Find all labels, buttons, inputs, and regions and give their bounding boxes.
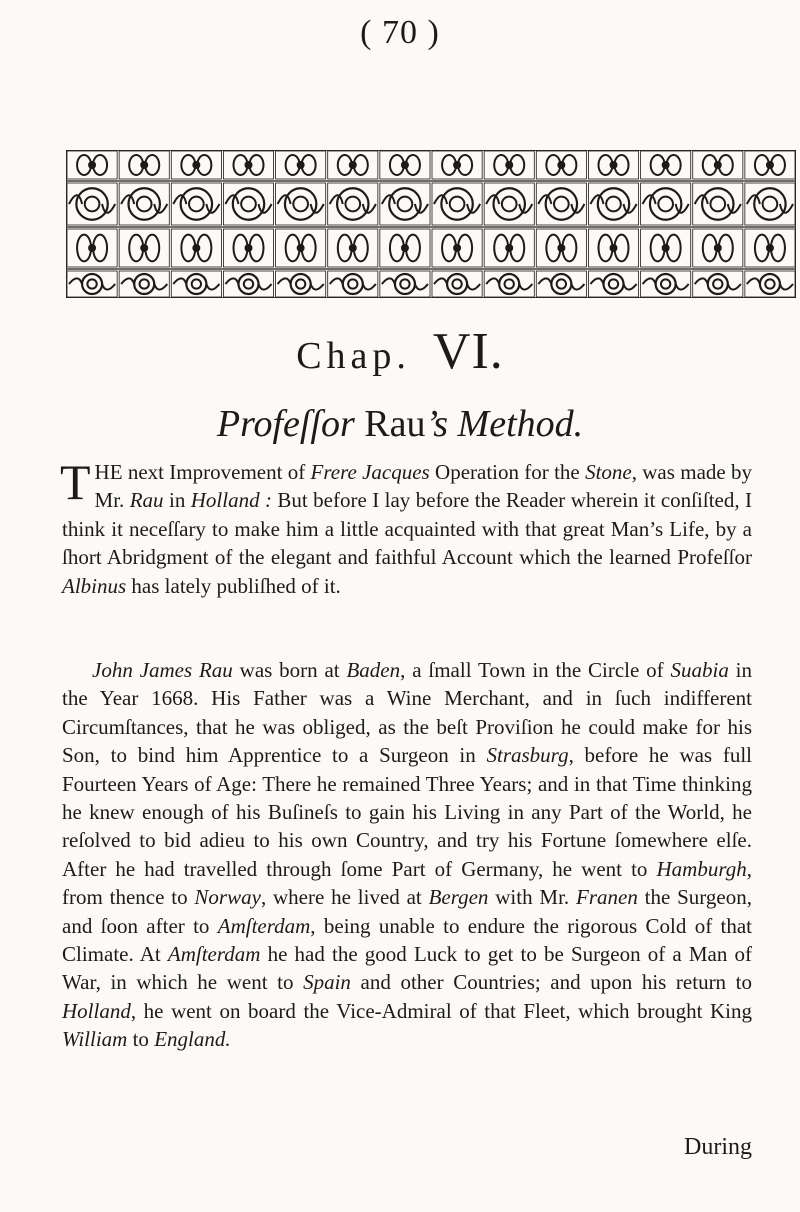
ornament-bud	[505, 161, 513, 169]
ornament-rosette-core	[87, 279, 96, 288]
ornament-rosette	[551, 274, 571, 294]
italic-run: Stone	[585, 460, 632, 484]
text-run: , was made by Mr.	[94, 460, 753, 513]
ornament-bud	[297, 244, 305, 252]
ornament-scroll	[643, 278, 656, 284]
text-run: has lately publiſhed of it.	[126, 573, 341, 598]
ornament-scroll	[747, 278, 760, 284]
ornament-rosette-core	[661, 279, 670, 288]
ornament-scroll	[434, 278, 447, 284]
text-run: , he went on board the Vice-Admiral of that Fleet, which brought King	[130, 998, 752, 1023]
ornament-bud	[245, 161, 253, 169]
ornament-rosette-core	[606, 197, 621, 212]
ornament-bud	[453, 161, 461, 169]
ornament-rosette-core	[244, 279, 253, 288]
italic-run: John James Rau	[92, 658, 233, 682]
ornament-rosette	[343, 274, 363, 294]
chapter-title	[0, 402, 800, 446]
italic-run: Franen	[576, 885, 638, 910]
text-run: , where he lived at	[260, 885, 429, 910]
ornament-rosette	[134, 274, 154, 294]
catchword: During	[684, 1134, 752, 1160]
italic-run: William	[62, 1027, 128, 1052]
ornament-rosette-core	[765, 279, 774, 288]
ornament-rosette	[760, 274, 780, 294]
text-run: But before I lay before the Reader wherein it conſiſted, I think it neceſſary to make him a little acquainted with that great Man’s Life, by a ſhort Abridgment of the elegant and faithful Account which the learned Profeſſor	[62, 488, 753, 570]
ornament-bud	[88, 161, 96, 169]
ornament-bud	[297, 161, 305, 169]
text-run: to	[127, 1027, 155, 1052]
ornament-bud	[453, 244, 461, 252]
ornament-scroll	[225, 278, 238, 284]
ornament-bud	[140, 161, 148, 169]
ornament-bud	[88, 244, 96, 252]
ornament-scroll	[486, 278, 499, 284]
ornament-scroll	[154, 284, 167, 290]
text-run: the Surgeon, and ſoon after to	[62, 885, 752, 938]
ornament-rosette-core	[450, 197, 465, 212]
ornament-rosette-core	[345, 197, 360, 212]
italic-run: Strasburg	[486, 743, 569, 768]
italic-run: Bergen	[428, 885, 489, 910]
chapter-title-part: Profeſſor	[216, 403, 355, 445]
italic-run: Frere Jacques	[310, 460, 430, 484]
ornament-rosette-core	[241, 197, 256, 212]
ornament-bud	[662, 161, 670, 169]
ornament-scroll	[259, 284, 272, 290]
ornament-rosette-core	[554, 197, 569, 212]
ornament-rosette-core	[505, 279, 514, 288]
ornament-bud	[714, 244, 722, 252]
ornament-rosette-core	[140, 279, 149, 288]
ornament-scroll	[102, 284, 115, 290]
chapter-number: VI.	[432, 323, 504, 380]
ornament-rosette	[499, 274, 519, 294]
chapter-title-possessive: ’s	[425, 403, 449, 445]
italic-run: Suabia	[670, 658, 729, 682]
chapter-title-name: Rau	[364, 403, 426, 445]
chapter-title-part: Method.	[457, 403, 584, 445]
ornament-bud	[401, 244, 409, 252]
ornament-bud	[557, 161, 565, 169]
ornament-bud	[662, 244, 670, 252]
text-run: HE next Improvement of	[94, 460, 311, 484]
italic-run: Rau	[129, 488, 164, 513]
ornament-rosette-core	[710, 197, 725, 212]
chapter-heading	[0, 322, 800, 381]
ornament-scroll	[676, 284, 689, 290]
italic-run: Baden	[346, 658, 401, 682]
ornament-rosette-core	[137, 197, 152, 212]
italic-run: Albinus	[62, 573, 127, 598]
ornament-rosette-core	[85, 197, 100, 212]
ornament-rosette	[708, 274, 728, 294]
text-run: , before he was full Fourteen Years of Age: There he remained Three Years; and in that Time thinking he knew enough of his Buſineſs to gain his Living in any Part of the World, he reſolved to bid adieu to his own Country, and try his Fortune ſomewhere elſe. After he had travelled through ſome Part of Germany, he went to	[62, 743, 752, 881]
ornament-bud	[192, 161, 200, 169]
headpiece-ornament-graphic	[66, 150, 796, 298]
paragraph-1	[60, 454, 753, 600]
ornament-scroll	[695, 278, 708, 284]
text-run: , a ſmall Town in the Circle of	[400, 658, 671, 682]
ornament-rosette	[395, 274, 415, 294]
ornament-rosette-core	[293, 197, 308, 212]
ornament-bud	[192, 244, 200, 252]
ornament-rosette	[604, 274, 624, 294]
ornament-rosette	[447, 274, 467, 294]
headpiece-frame	[66, 150, 796, 298]
ornament-rosette-core	[763, 197, 778, 212]
ornament-rosette	[291, 274, 311, 294]
italic-run: Amſterdam	[217, 913, 311, 938]
ornament-bud	[401, 161, 409, 169]
ornament-rosette-core	[658, 197, 673, 212]
ornament-rosette-core	[502, 197, 517, 212]
chapter-label: Chap.	[296, 335, 411, 377]
ornament-scroll	[206, 284, 219, 290]
text-run: , from thence to	[62, 856, 752, 910]
ornament-bud	[140, 244, 148, 252]
italic-run: Norway	[194, 885, 261, 910]
ornament-scroll	[382, 278, 395, 284]
italic-run: Spain	[303, 970, 351, 995]
ornament-bud	[505, 244, 513, 252]
ornament-scroll	[311, 284, 324, 290]
italic-run: Amſterdam	[167, 942, 261, 967]
text-run: , being unable to endure the rigorous Cold of that Climate. At	[62, 913, 753, 967]
text-run: in the Year 1668. His Father was a Wine Merchant, and in ſuch indifferent Circumſtances, that he was obliged, as the beſt Proviſion he could make for his Son, to bind him Apprentice to a Surgeon in	[62, 658, 752, 768]
italic-run: England.	[154, 1027, 231, 1052]
ornament-rosette	[239, 274, 259, 294]
ornament-bud	[349, 161, 357, 169]
ornament-scroll	[590, 278, 603, 284]
ornament-scroll	[571, 284, 584, 290]
text-run: and other Countries; and upon his return to	[350, 970, 752, 995]
ornament-rosette-core	[192, 279, 201, 288]
page-number: ( 70 )	[360, 14, 440, 51]
ornament-scroll	[415, 284, 428, 290]
ornament-scroll	[538, 278, 551, 284]
ornament-rosette-core	[348, 279, 357, 288]
italic-run: Holland :	[190, 488, 272, 513]
ornament-scroll	[363, 284, 376, 290]
ornament-scroll	[519, 284, 532, 290]
ornament-scroll	[624, 284, 637, 290]
text-run: in	[163, 488, 191, 513]
ornament-scroll	[278, 278, 291, 284]
ornament-rosette-core	[713, 279, 722, 288]
ornament-rosette	[656, 274, 676, 294]
ornament-rosette-core	[557, 279, 566, 288]
ornament-bud	[610, 161, 618, 169]
ornament-bud	[349, 244, 357, 252]
ornament-rosette-core	[398, 197, 413, 212]
ornament-scroll	[330, 278, 343, 284]
ornament-rosette-core	[400, 279, 409, 288]
drop-cap: T	[60, 454, 91, 510]
ornament-rosette	[82, 274, 102, 294]
ornament-bud	[557, 244, 565, 252]
ornament-scroll	[467, 284, 480, 290]
ornament-bud	[245, 244, 253, 252]
ornament-bud	[766, 244, 774, 252]
ornament-rosette-core	[452, 279, 461, 288]
ornament-scroll	[728, 284, 741, 290]
ornament-bud	[714, 161, 722, 169]
text-run: he had the good Luck to get to be Surgeon of a Man of War, in which he went to	[62, 942, 752, 995]
italic-run: Hamburgh	[656, 856, 747, 881]
ornament-rosette	[186, 274, 206, 294]
ornament-bud	[766, 161, 774, 169]
italic-run: Holland	[62, 998, 131, 1023]
paragraph-2	[62, 656, 752, 1054]
ornamental-headpiece	[66, 150, 796, 298]
ornament-scroll	[780, 284, 793, 290]
text-run: with Mr.	[488, 885, 576, 910]
ornament-scroll	[69, 278, 82, 284]
ornament-rosette-core	[296, 279, 305, 288]
text-run: was born at	[232, 658, 347, 682]
ornament-rosette-core	[609, 279, 618, 288]
text-run: Operation for the	[429, 460, 586, 484]
ornament-bud	[610, 244, 618, 252]
ornament-scroll	[121, 278, 134, 284]
ornament-scroll	[173, 278, 186, 284]
ornament-rosette-core	[189, 197, 204, 212]
